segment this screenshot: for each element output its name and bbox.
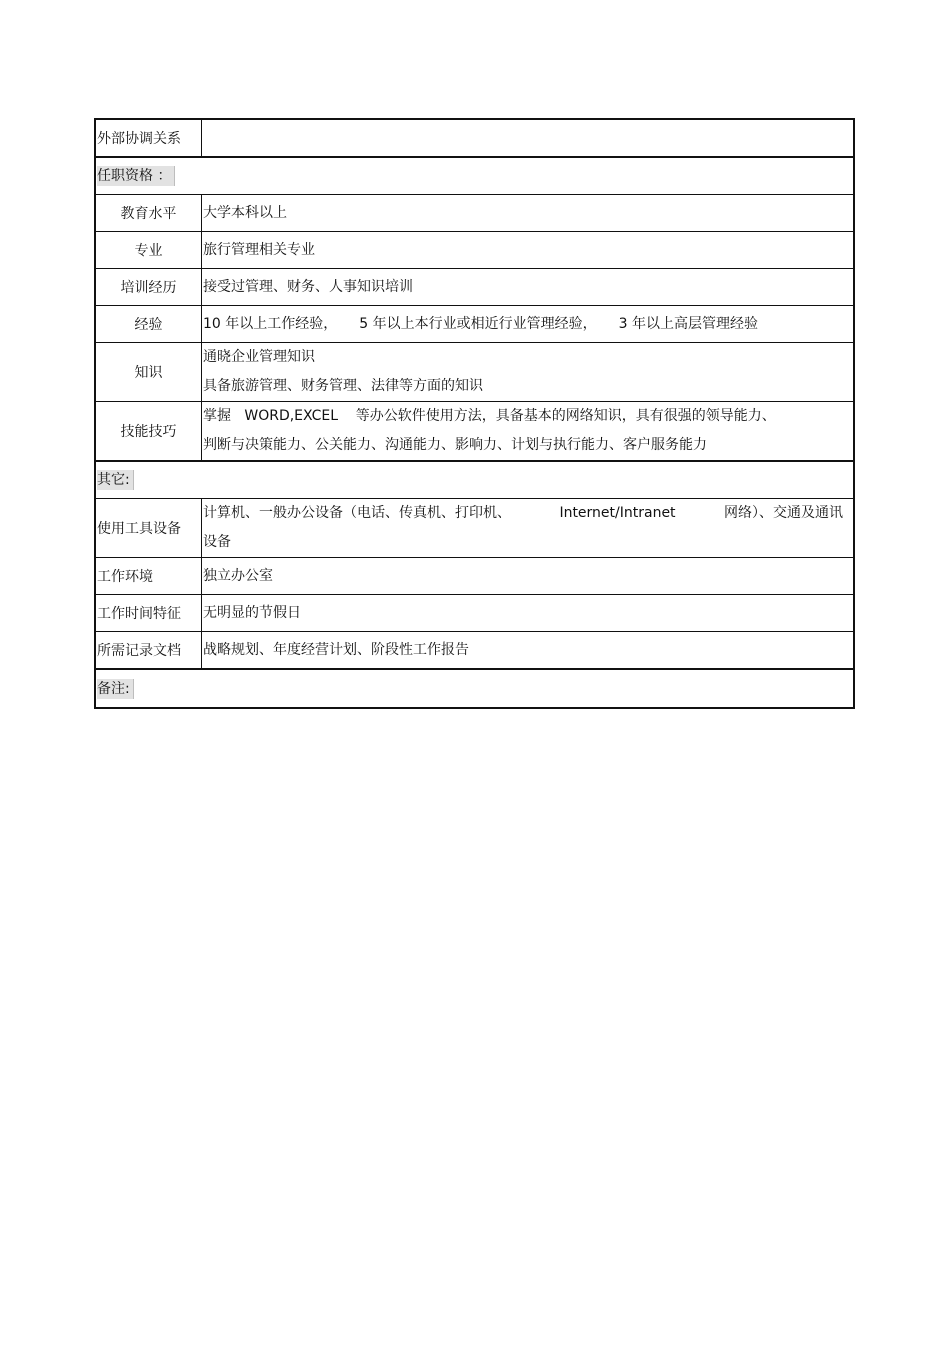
experience-part-3: 3 年以上高层管理经验 xyxy=(618,315,758,332)
tools-line-2: 设备 xyxy=(203,534,231,550)
knowledge-label: 知识 xyxy=(96,343,202,401)
knowledge-value xyxy=(202,343,853,401)
documents-value: 战略规划、年度经营计划、阶段性工作报告 xyxy=(203,641,469,658)
environment-label: 工作环境 xyxy=(96,558,202,594)
work-time-value: 无明显的节假日 xyxy=(203,604,301,621)
major-value: 旅行管理相关专业 xyxy=(203,241,315,258)
experience-row xyxy=(94,305,855,342)
training-value: 接受过管理、财务、人事知识培训 xyxy=(203,278,413,295)
knowledge-row xyxy=(94,342,855,401)
major-row xyxy=(94,231,855,268)
education-value: 大学本科以上 xyxy=(203,204,287,221)
experience-part-1: 10 年以上工作经验， xyxy=(203,315,338,332)
knowledge-line-1: 通晓企业管理知识 xyxy=(203,349,315,365)
tools-part-1: 计算机、一般办公设备（电话、传真机、打印机、 xyxy=(203,505,511,521)
experience-part-2: 5 年以上本行业或相近行业管理经验， xyxy=(359,315,597,332)
others-header: 其它: xyxy=(97,470,134,490)
tools-row xyxy=(94,498,855,557)
skills-value xyxy=(202,402,853,460)
documents-label: 所需记录文档 xyxy=(96,632,202,668)
tools-part-3: 网络）、交通及通讯 xyxy=(723,505,843,521)
external-coordination-row xyxy=(94,118,855,156)
remarks-header: 备注: xyxy=(97,679,134,699)
skills-line-1: 掌握 WORD,EXCEL 等办公软件使用方法，具备基本的网络知识，具有很强的领导能力、 xyxy=(203,408,776,424)
training-label: 培训经历 xyxy=(96,269,202,305)
education-label: 教育水平 xyxy=(96,195,202,231)
tools-part-2: Internet/Intranet xyxy=(559,505,676,521)
training-row xyxy=(94,268,855,305)
tools-value xyxy=(202,499,853,557)
remarks-row xyxy=(94,668,855,709)
major-label: 专业 xyxy=(96,232,202,268)
external-coordination-label: 外部协调关系 xyxy=(96,120,202,156)
skills-label: 技能技巧 xyxy=(96,402,202,460)
external-coordination-value xyxy=(202,120,853,156)
tools-label: 使用工具设备 xyxy=(96,499,202,557)
documents-row xyxy=(94,631,855,668)
experience-label: 经验 xyxy=(96,306,202,342)
job-description-table xyxy=(94,118,855,709)
environment-value: 独立办公室 xyxy=(203,567,273,584)
others-header-row xyxy=(94,460,855,498)
work-time-row xyxy=(94,594,855,631)
knowledge-line-2: 具备旅游管理、财务管理、法律等方面的知识 xyxy=(203,378,483,394)
education-row xyxy=(94,194,855,231)
environment-row xyxy=(94,557,855,594)
work-time-label: 工作时间特征 xyxy=(96,595,202,631)
experience-value xyxy=(202,306,853,342)
qualifications-header-row xyxy=(94,156,855,194)
skills-row xyxy=(94,401,855,460)
skills-line-2: 判断与决策能力、公关能力、沟通能力、影响力、计划与执行能力、客户服务能力 xyxy=(203,437,707,453)
qualifications-header: 任职资格 ： xyxy=(97,166,175,186)
